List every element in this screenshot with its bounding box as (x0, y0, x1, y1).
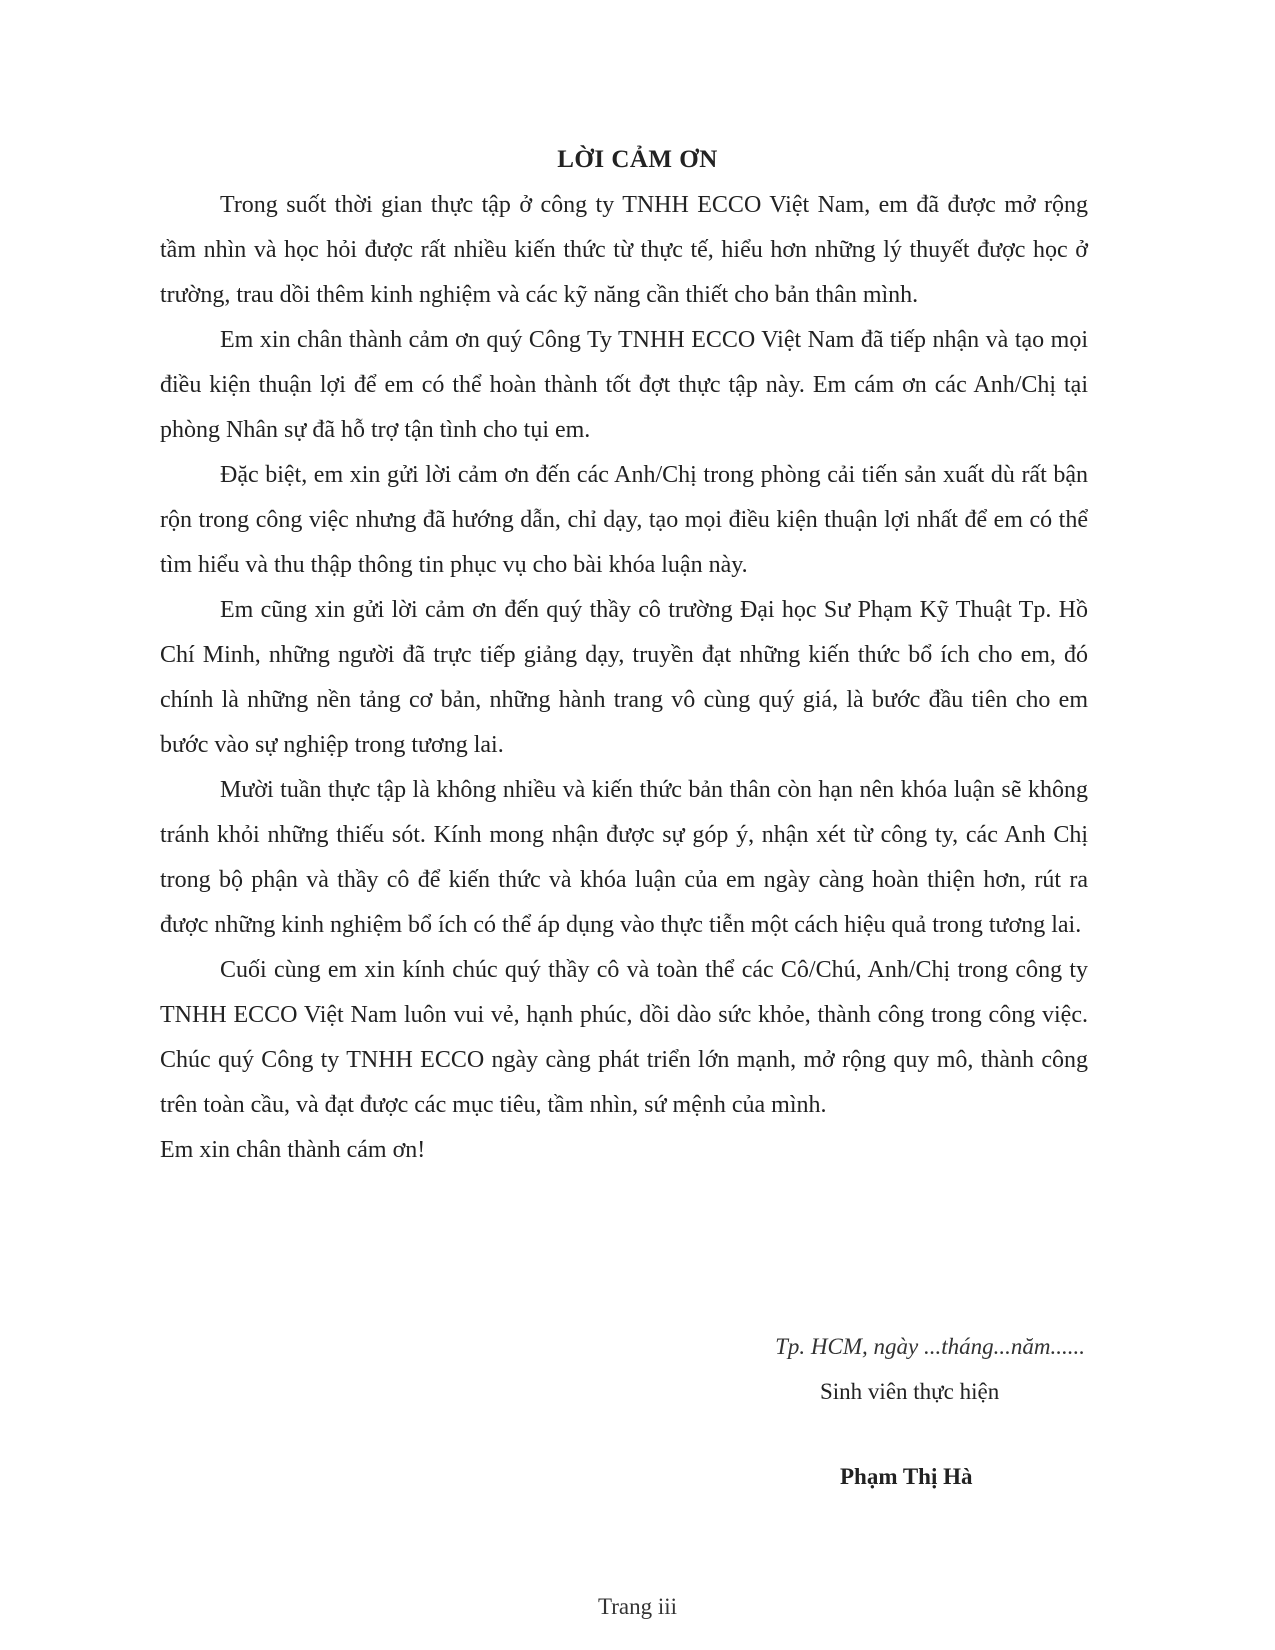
paragraph-6: Cuối cùng em xin kính chúc quý thầy cô và toàn thể các Cô/Chú, Anh/Chị trong công ty TNHH ECCO Việt Nam luôn vui vẻ, hạnh phúc, dồi dào sức khỏe, thành công trong công việc. Chúc quý Công ty TNHH ECCO ngày càng phát triển lớn mạnh, mở rộng quy mô, thành công trên toàn cầu, và đạt được các mục tiêu, tầm nhìn, sứ mệnh của mình. (160, 957, 1088, 1118)
signature-role: Sinh viên thực hiện (820, 1379, 1000, 1404)
document-body (160, 183, 1088, 1173)
signature-date-line: Tp. HCM, ngày ...tháng...năm...... (775, 1334, 1085, 1359)
paragraph-1: Trong suốt thời gian thực tập ở công ty TNHH ECCO Việt Nam, em đã được mở rộng tầm nhìn và học hỏi được rất nhiều kiến thức từ thực tế, hiểu hơn những lý thuyết được học ở trường, trau dồi thêm kinh nghiệm và các kỹ năng cần thiết cho bản thân mình. (160, 192, 1088, 308)
page-number: Trang iii (597, 1594, 678, 1619)
paragraph-4: Em cũng xin gửi lời cảm ơn đến quý thầy cô trường Đại học Sư Phạm Kỹ Thuật Tp. Hồ Chí Minh, những người đã trực tiếp giảng dạy, truyền đạt những kiến thức bổ ích cho em, đó chính là những nền tảng cơ bản, những hành trang vô cùng quý giá, là bước đầu tiên cho em bước vào sự nghiệp trong tương lai. (160, 597, 1088, 758)
paragraph-5: Mười tuần thực tập là không nhiều và kiến thức bản thân còn hạn nên khóa luận sẽ không tránh khỏi những thiếu sót. Kính mong nhận được sự góp ý, nhận xét từ công ty, các Anh Chị trong bộ phận và thầy cô để kiến thức và khóa luận của em ngày càng hoàn thiện hơn, rút ra được những kinh nghiệm bổ ích có thể áp dụng vào thực tiễn một cách hiệu quả trong tương lai. (160, 777, 1088, 938)
paragraph-3: Đặc biệt, em xin gửi lời cảm ơn đến các Anh/Chị trong phòng cải tiến sản xuất dù rất bận rộn trong công việc nhưng đã hướng dẫn, chỉ dạy, tạo mọi điều kiện thuận lợi nhất để em có thể tìm hiểu và thu thập thông tin phục vụ cho bài khóa luận này. (160, 462, 1088, 578)
page-title: LỜI CẢM ƠN (557, 146, 718, 173)
closing-line: Em xin chân thành cám ơn! (160, 1137, 426, 1163)
paragraph-2: Em xin chân thành cảm ơn quý Công Ty TNHH ECCO Việt Nam đã tiếp nhận và tạo mọi điều kiện thuận lợi để em có thể hoàn thành tốt đợt thực tập này. Em cám ơn các Anh/Chị tại phòng Nhân sự đã hỗ trợ tận tình cho tụi em. (160, 327, 1088, 443)
signature-name: Phạm Thị Hà (840, 1464, 973, 1489)
